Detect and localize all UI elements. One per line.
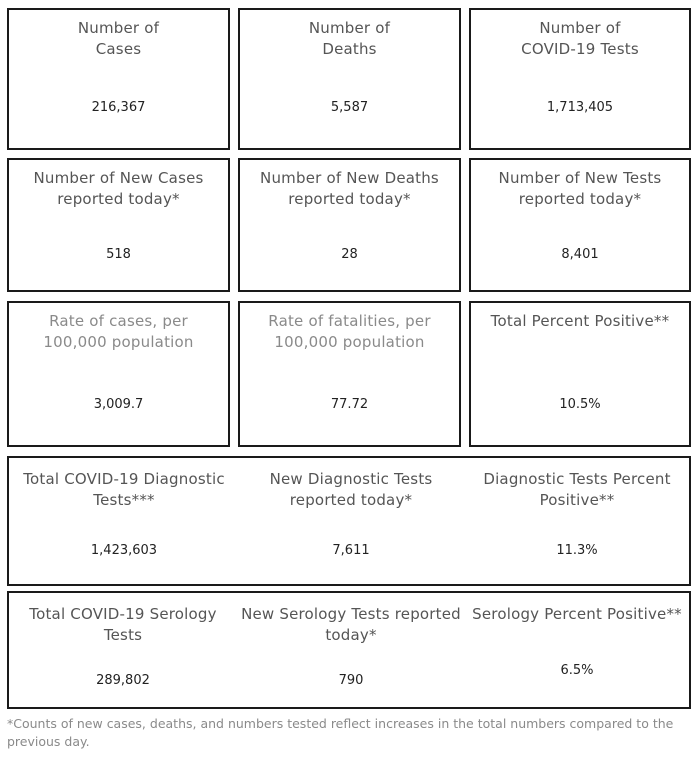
cases-card [7,8,230,150]
tests-value: 1,713,405 [546,100,614,115]
serology-new-label: New Serology Tests reported today* [241,605,461,644]
serology-new-value: 790 [338,673,364,688]
percent-positive-value: 10.5% [559,397,601,412]
percent-positive-card [469,301,691,447]
diagnostic-percent-label: Diagnostic Tests Percent Positive** [483,470,671,509]
case-rate-value: 3,009.7 [93,397,144,412]
tests-card [469,8,691,150]
fatality-rate-label: Rate of fatalities, per 100,000 population [268,312,431,351]
diagnostic-new-label: New Diagnostic Tests reported today* [269,470,433,509]
fatality-rate-card [238,301,461,447]
cases-value: 216,367 [91,100,146,115]
cases-label: Number of Cases [77,19,160,58]
serology-total-value: 289,802 [96,673,150,688]
deaths-card [238,8,461,150]
new-cases-value: 518 [106,247,131,262]
new-tests-card [469,158,691,292]
diagnostic-total-label: Total COVID-19 Diagnostic Tests*** [23,470,225,509]
case-rate-card [7,301,230,447]
footnote: *Counts of new cases, deaths, and numbers tested reflect increases in the total numbers compared to the previous day. [7,716,674,749]
new-tests-value: 8,401 [561,247,599,262]
new-tests-label: Number of New Tests reported today* [498,169,662,208]
deaths-label: Number of Deaths [308,19,391,58]
case-rate-label: Rate of cases, per 100,000 population [43,312,194,351]
serology-percent-value: 6.5% [560,663,594,678]
serology-percent-label: Serology Percent Positive** [472,605,682,623]
diagnostic-total-value: 1,423,603 [90,543,158,558]
diagnostic-new-value: 7,611 [332,543,370,558]
new-deaths-card [238,158,461,292]
fatality-rate-value: 77.72 [330,397,369,412]
new-deaths-label: Number of New Deaths reported today* [260,169,439,208]
new-cases-card [7,158,230,292]
percent-positive-label: Total Percent Positive** [490,312,670,330]
new-cases-label: Number of New Cases reported today* [33,169,204,208]
serology-total-label: Total COVID-19 Serology Tests [29,605,217,644]
serology-panel [7,591,691,709]
new-deaths-value: 28 [341,247,358,262]
tests-label: Number of COVID-19 Tests [521,19,639,58]
diagnostic-panel [7,456,691,586]
diagnostic-percent-value: 11.3% [556,543,598,558]
deaths-value: 5,587 [330,100,369,115]
